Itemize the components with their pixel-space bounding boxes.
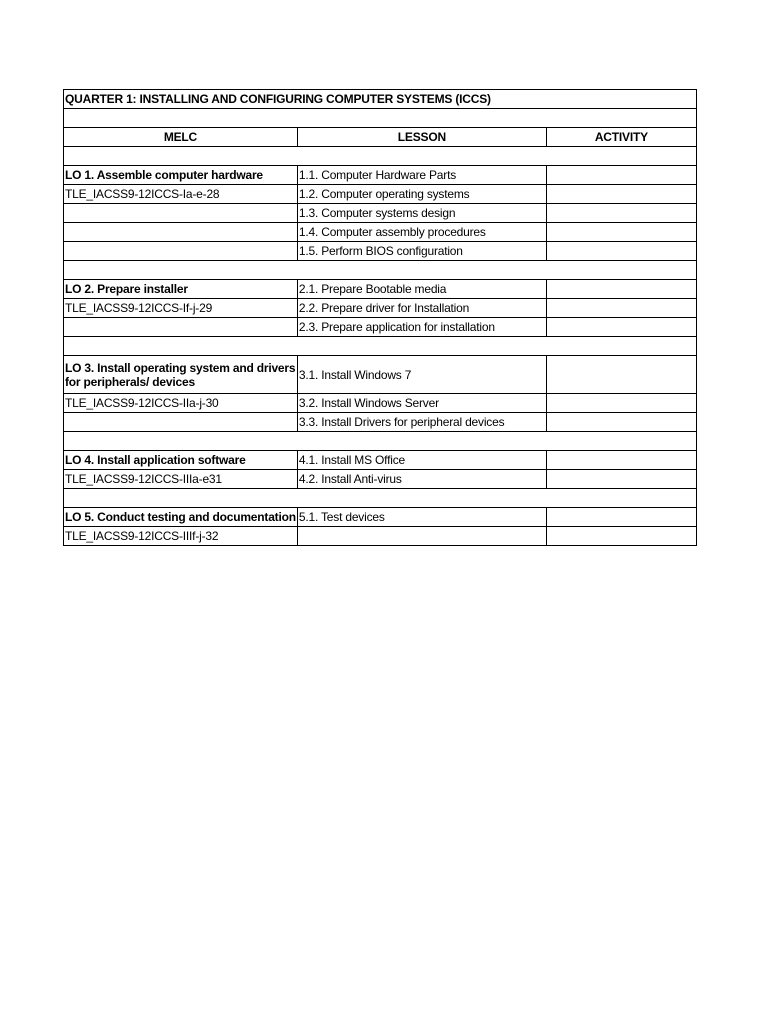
activity-header: ACTIVITY bbox=[546, 128, 696, 147]
curriculum-table bbox=[63, 89, 697, 546]
activity-cell bbox=[546, 394, 696, 413]
spacer-row bbox=[64, 147, 697, 166]
activity-cell bbox=[546, 356, 696, 394]
lesson-cell: 2.2. Prepare driver for Installation bbox=[297, 299, 546, 318]
activity-cell bbox=[546, 185, 696, 204]
table-row bbox=[64, 318, 697, 337]
lesson-cell: 3.1. Install Windows 7 bbox=[297, 356, 546, 394]
melc-cell bbox=[64, 413, 298, 432]
title-row bbox=[64, 90, 697, 109]
table-row bbox=[64, 394, 697, 413]
lo-code: TLE_IACSS9-12ICCS-IIa-j-30 bbox=[64, 394, 298, 413]
lesson-cell: 1.2. Computer operating systems bbox=[297, 185, 546, 204]
activity-cell bbox=[546, 451, 696, 470]
spacer-row bbox=[64, 337, 697, 356]
page-title: QUARTER 1: INSTALLING AND CONFIGURING COMPUTER SYSTEMS (ICCS) bbox=[64, 90, 697, 109]
activity-cell bbox=[546, 413, 696, 432]
table-row bbox=[64, 470, 697, 489]
table-row bbox=[64, 280, 697, 299]
lo-title: LO 1. Assemble computer hardware bbox=[64, 166, 298, 185]
lesson-cell: 1.1. Computer Hardware Parts bbox=[297, 166, 546, 185]
lo-code: TLE_IACSS9-12ICCS-IIIf-j-32 bbox=[64, 527, 298, 546]
activity-cell bbox=[546, 242, 696, 261]
lesson-cell bbox=[297, 527, 546, 546]
activity-cell bbox=[546, 470, 696, 489]
table-row bbox=[64, 242, 697, 261]
table-row bbox=[64, 223, 697, 242]
lesson-cell: 4.1. Install MS Office bbox=[297, 451, 546, 470]
activity-cell bbox=[546, 508, 696, 527]
table-row bbox=[64, 166, 697, 185]
lesson-cell: 2.1. Prepare Bootable media bbox=[297, 280, 546, 299]
activity-cell bbox=[546, 166, 696, 185]
spacer-row bbox=[64, 261, 697, 280]
header-row bbox=[64, 128, 697, 147]
lesson-cell: 1.3. Computer systems design bbox=[297, 204, 546, 223]
activity-cell bbox=[546, 204, 696, 223]
spacer-row bbox=[64, 432, 697, 451]
lesson-cell: 2.3. Prepare application for installation bbox=[297, 318, 546, 337]
melc-cell bbox=[64, 242, 298, 261]
activity-cell bbox=[546, 318, 696, 337]
activity-cell bbox=[546, 527, 696, 546]
lo-code: TLE_IACSS9-12ICCS-If-j-29 bbox=[64, 299, 298, 318]
table-row bbox=[64, 413, 697, 432]
table-row bbox=[64, 204, 697, 223]
table-row bbox=[64, 451, 697, 470]
melc-cell bbox=[64, 204, 298, 223]
lo-title: LO 3. Install operating system and drivers for peripherals/ devices bbox=[64, 356, 298, 394]
table-row bbox=[64, 527, 697, 546]
lesson-cell: 1.4. Computer assembly procedures bbox=[297, 223, 546, 242]
spacer-row bbox=[64, 109, 697, 128]
lesson-header: LESSON bbox=[297, 128, 546, 147]
table-row bbox=[64, 508, 697, 527]
table-row bbox=[64, 356, 697, 394]
table-row bbox=[64, 185, 697, 204]
lesson-cell: 5.1. Test devices bbox=[297, 508, 546, 527]
melc-cell bbox=[64, 318, 298, 337]
activity-cell bbox=[546, 223, 696, 242]
activity-cell bbox=[546, 299, 696, 318]
lesson-cell: 3.3. Install Drivers for peripheral devices bbox=[297, 413, 546, 432]
melc-cell bbox=[64, 223, 298, 242]
lo-title: LO 4. Install application software bbox=[64, 451, 298, 470]
lo-title: LO 5. Conduct testing and documentation bbox=[64, 508, 298, 527]
lesson-cell: 3.2. Install Windows Server bbox=[297, 394, 546, 413]
lo-title: LO 2. Prepare installer bbox=[64, 280, 298, 299]
lo-code: TLE_IACSS9-12ICCS-Ia-e-28 bbox=[64, 185, 298, 204]
lesson-cell: 4.2. Install Anti-virus bbox=[297, 470, 546, 489]
table-row bbox=[64, 299, 697, 318]
lo-code: TLE_IACSS9-12ICCS-IIIa-e31 bbox=[64, 470, 298, 489]
spacer-row bbox=[64, 489, 697, 508]
activity-cell bbox=[546, 280, 696, 299]
lesson-cell: 1.5. Perform BIOS configuration bbox=[297, 242, 546, 261]
melc-header: MELC bbox=[64, 128, 298, 147]
